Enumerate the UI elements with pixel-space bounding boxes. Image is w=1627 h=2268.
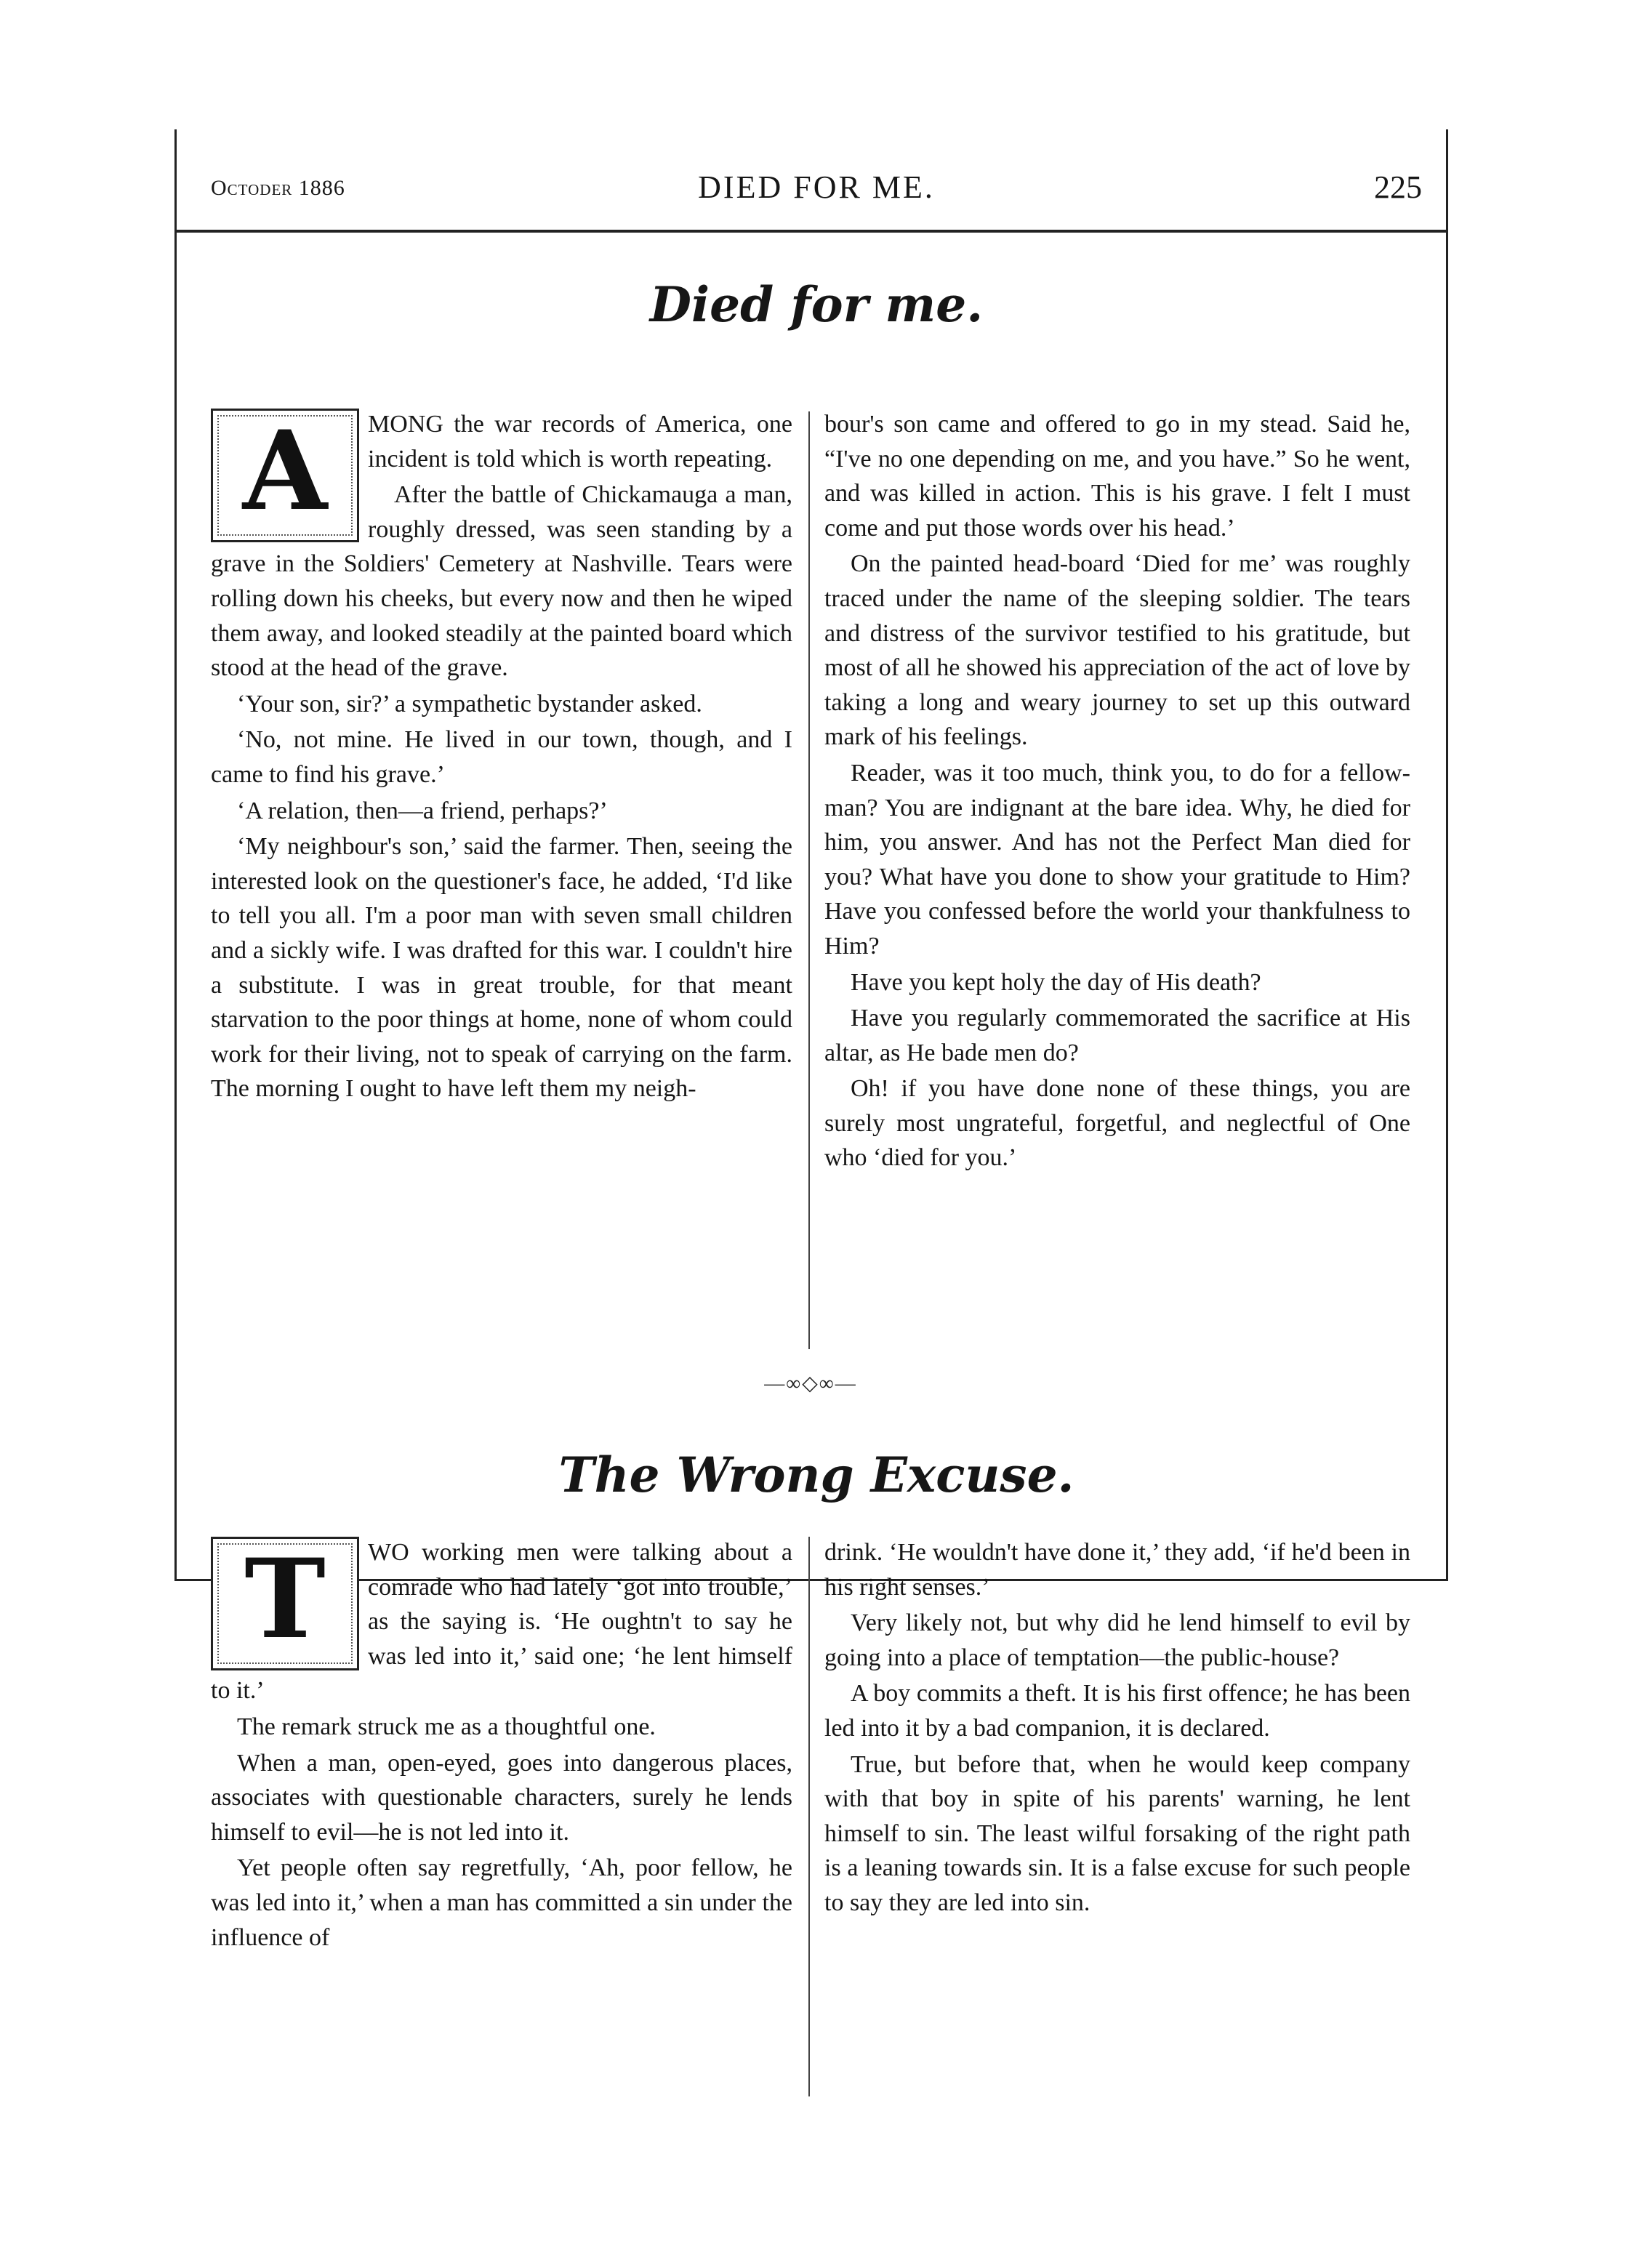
article2-column-right (824, 1535, 1410, 1922)
article2-column-left (211, 1535, 792, 1956)
article-title-died-for-me: Died for me. (649, 276, 984, 333)
paragraph: A boy commits a theft. It is his first offence; he has been led into it by a bad companion, it is declared. (824, 1680, 1410, 1742)
paragraph: After the battle of Chickamauga a man, roughly dressed, was seen standing by a grave in the Soldiers' Cemetery at Nashville. Tears were rolling down his cheeks, but every now and then he wiped them away, and looked steadily at the painted board which stood at the head of the grave. (211, 481, 792, 682)
article1-column-right (824, 407, 1410, 1177)
column-rule (808, 1537, 810, 2096)
paragraph: Oh! if you have done none of these things, you are surely most ungrateful, forgetful, and neglectful of One who ‘died for you.’ (824, 1075, 1410, 1172)
drop-cap-ornament (211, 409, 359, 542)
paragraph: Very likely not, but why did he lend himself to evil by going into a place of temptation—the public-house? (824, 1609, 1410, 1671)
section-divider-ornament: —∞◇∞— (764, 1372, 857, 1395)
paragraph: The remark struck me as a thoughtful one. (237, 1713, 656, 1740)
paragraph: MONG the war records of America, one incident is told which is worth repeating. (368, 411, 792, 472)
drop-cap-ornament (211, 1537, 359, 1670)
column-rule (808, 411, 810, 1349)
page-number: 225 (1374, 169, 1422, 205)
article-title-wrong-excuse: The Wrong Excuse. (558, 1447, 1074, 1503)
header-title: DIED FOR ME. (698, 169, 935, 205)
paragraph: Have you kept holy the day of His death? (851, 968, 1261, 996)
paragraph: bour's son came and offered to go in my stead. Said he, “I've no one depending on me, and you have.” So he went, and was killed in action. This is his grave. I felt I must come and put those words over his head.’ (824, 411, 1410, 542)
paragraph: Yet people often say regretfully, ‘Ah, poor fellow, he was led into it,’ when a man has committed a sin under the influence of (211, 1854, 792, 1951)
header-rule (174, 230, 1448, 233)
paragraph: True, but before that, when he would keep company with that boy in spite of his parents' warning, he lent himself to sin. The least wilful forsaking of the right path is a leaning towards sin. It is a false excuse for such people to say they are led into sin. (824, 1750, 1410, 1916)
paragraph: ‘My neighbour's son,’ said the farmer. Then, seeing the interested look on the questioner's face, he added, ‘I'd like to tell you all. I'm a poor man with seven small children and a sickly wife. I was drafted for this war. I couldn't hire a substitute. I was in great trouble, for that meant starvation to the poor things at home, none of whom could work for their living, not to speak of carrying on the farm. The morning I ought to have left them my neigh- (211, 833, 792, 1103)
paragraph: On the painted head-board ‘Died for me’ was roughly traced under the name of the sleeping soldier. The tears and distress of the survivor testified to his gratitude, but most of all he showed his appreciation of the act of love by taking a long and weary journey to set up this outward mark of his feelings. (824, 550, 1410, 751)
paragraph: Reader, was it too much, think you, to do for a fellow-man? You are indignant at the bare idea. Why, he died for him, you answer. And has not the Perfect Man died for you? What have you done to show your gratitude to Him? Have you confessed before the world your thankfulness to Him? (824, 759, 1410, 960)
drop-cap-letter: A (242, 407, 328, 535)
article1-column-left (211, 407, 792, 1108)
paragraph: ‘Your son, sir?’ a sympathetic bystander asked. (237, 690, 702, 717)
paragraph: When a man, open-eyed, goes into dangerous places, associates with questionable characters, surely he lends himself to evil—he is not led into it. (211, 1749, 792, 1846)
paragraph: WO working men were talking about a comrade who had lately ‘got into trouble,’ as the saying is. ‘He oughtn't to say he was led into it,’ said one; ‘he lent himself to it.’ (211, 1539, 792, 1705)
drop-cap-letter: T (244, 1535, 326, 1663)
paragraph: drink. ‘He wouldn't have done it,’ they add, ‘if he'd been in his right senses.’ (824, 1539, 1410, 1601)
paragraph: ‘No, not mine. He lived in our town, though, and I came to find his grave.’ (211, 726, 792, 788)
paragraph: ‘A relation, then—a friend, perhaps?’ (237, 797, 608, 824)
header-date: Octoder 1886 (211, 176, 345, 200)
running-head (211, 169, 1422, 212)
paragraph: Have you regularly commemorated the sacrifice at His altar, as He bade men do? (824, 1005, 1410, 1066)
